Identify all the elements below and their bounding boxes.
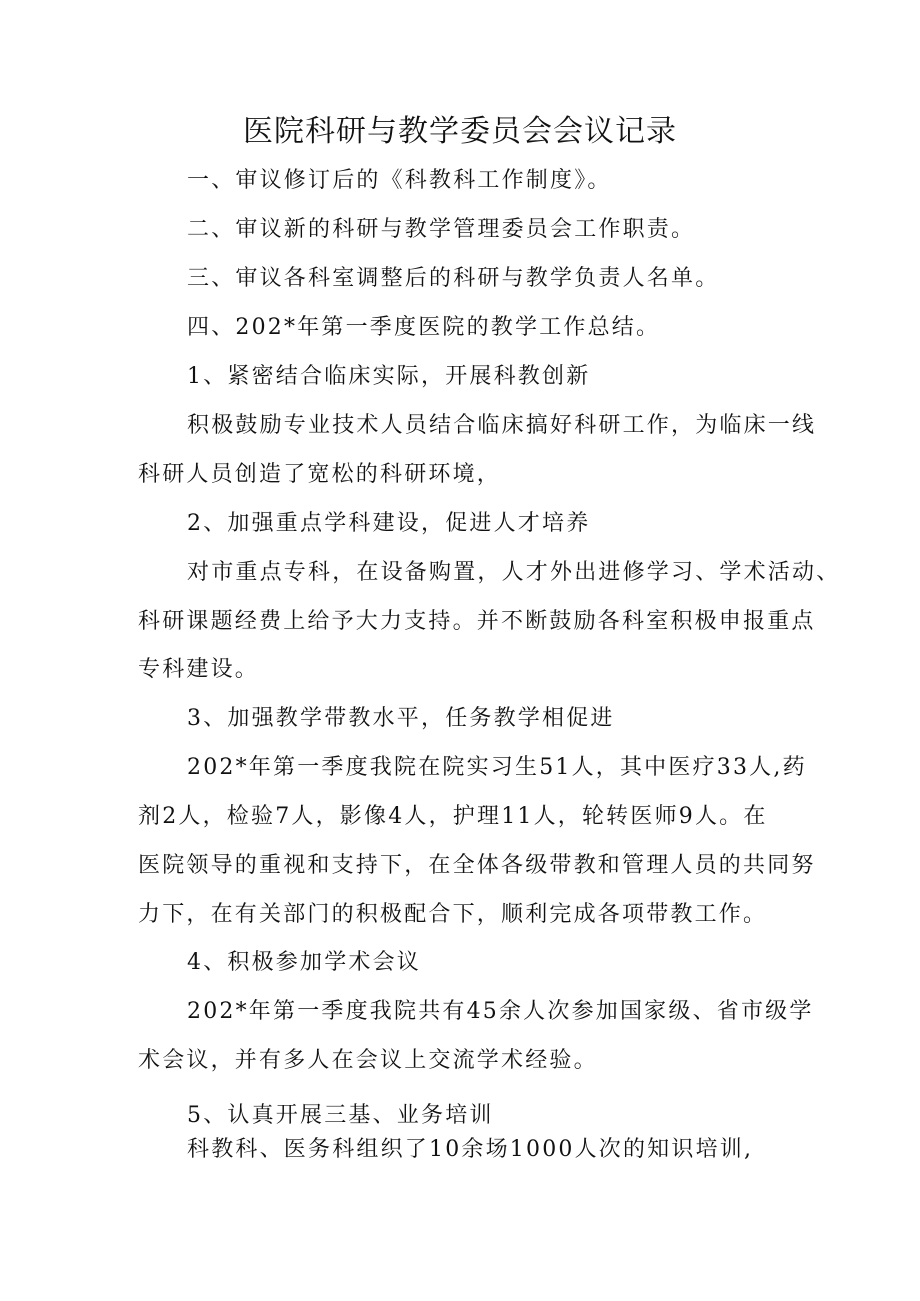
paragraph-line: 术会议，并有多人在会议上交流学术经验。 — [138, 1048, 598, 1073]
section-heading-1: 1、紧密结合临床实际，开展科教创新 — [187, 364, 591, 389]
paragraph-line: 积极鼓励专业技术人员结合临床搞好科研工作，为临床一线 — [187, 413, 817, 438]
section-heading-3: 3、加强教学带教水平，任务教学相促进 — [187, 706, 615, 731]
agenda-item-1: 一、审议修订后的《科教科工作制度》。 — [187, 168, 612, 193]
paragraph-line: 专科建设。 — [138, 657, 260, 682]
section-heading-4: 4、积极参加学术会议 — [187, 950, 421, 975]
agenda-item-4: 四、202*年第一季度医院的教学工作总结。 — [187, 315, 661, 340]
paragraph-line: 力下，在有关部门的积极配合下，顺利完成各项带教工作。 — [138, 902, 768, 927]
section-heading-5: 5、认真开展三基、业务培训 — [187, 1103, 494, 1128]
paragraph-line: 科教科、医务科组织了10余场1000人次的知识培训, — [187, 1137, 754, 1162]
paragraph-line: 剂2人，检验7人，影像4人，护理11人，轮转医师9人。在 — [138, 804, 768, 829]
paragraph-line: 202*年第一季度我院在院实习生51人，其中医疗33人,药 — [187, 755, 807, 780]
paragraph-line: 202*年第一季度我院共有45余人次参加国家级、省市级学 — [187, 999, 814, 1024]
paragraph-line: 医院领导的重视和支持下，在全体各级带教和管理人员的共同努 — [138, 853, 816, 878]
agenda-item-2: 二、审议新的科研与教学管理委员会工作职责。 — [187, 217, 696, 242]
paragraph-line: 科研人员创造了宽松的科研环境， — [138, 462, 502, 487]
agenda-item-3: 三、审议各科室调整后的科研与教学负责人名单。 — [187, 266, 720, 291]
document-title: 医院科研与教学委员会会议记录 — [243, 114, 677, 149]
paragraph-line: 科研课题经费上给予大力支持。并不断鼓励各科室积极申报重点 — [138, 609, 816, 634]
section-heading-2: 2、加强重点学科建设，促进人才培养 — [187, 511, 591, 536]
paragraph-line: 对市重点专科，在设备购置，人才外出进修学习、学术活动、 — [187, 560, 841, 585]
